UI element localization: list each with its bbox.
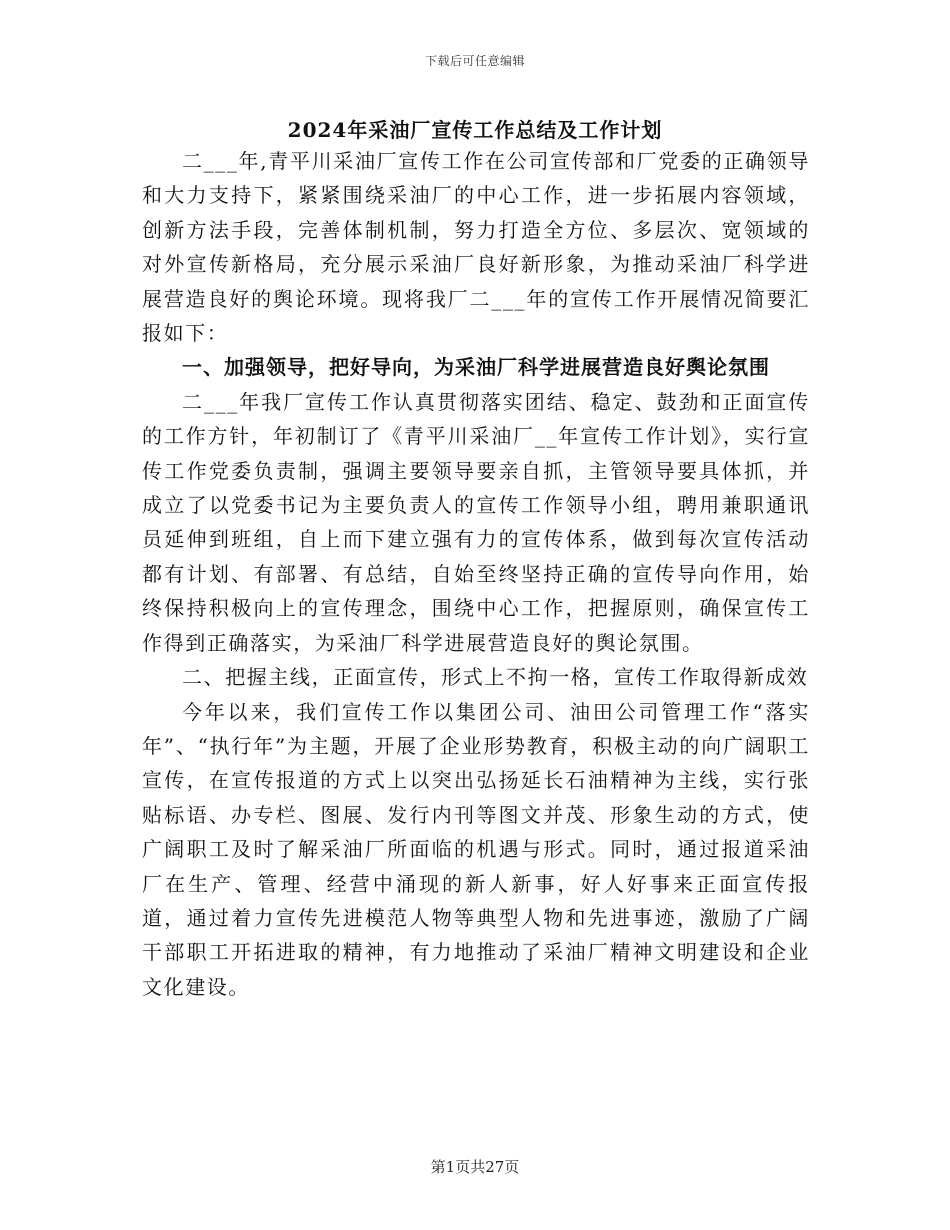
intro-paragraph: 二___年,青平川采油厂宣传工作在公司宣传部和厂党委的正确领导和大力支持下，紧紧围绕采油厂的中心工作，进一步拓展内容领域，创新方法手段，完善体制机制，努力打造全方位、多层次、宽领域的对外宣传新格局，充分展示采油厂良好新形象，为推动采油厂科学进展营造良好的舆论环境。现将我厂二___年的宣传工作开展情况简要汇报如下： xyxy=(142,149,810,346)
document-body xyxy=(142,144,810,1004)
section-2-paragraph: 今年以来，我们宣传工作以集团公司、油田公司管理工作“落实年”、“执行年”为主题，开展了企业形势教育，积极主动的向广阔职工宣传，在宣传报道的方式上以突出弘扬延长石油精神为主线，实行张贴标语、办专栏、图展、发行内刊等图文并茂、形象生动的方式，使广阔职工及时了解采油厂所面临的机遇与形式。同时，通过报道采油厂在生产、管理、经营中涌现的新人新事，好人好事来正面宣传报道，通过着力宣传先进模范人物等典型人物和先进事迹，激励了广阔干部职工开拓进取的精神，有力地推动了采油厂精神文明建设和企业文化建设。 xyxy=(142,699,810,999)
header-note: 下载后可任意编辑 xyxy=(424,54,525,68)
page-footer: 第1页共27页 xyxy=(430,1158,520,1176)
section-heading-2: 二、把握主线，正面宣传，形式上不拘一格，宣传工作取得新成效 xyxy=(182,665,809,690)
document-title: 2024年采油厂宣传工作总结及工作计划 xyxy=(287,118,663,142)
section-heading-1: 一、加强领导，把好导向，为采油厂科学进展营造良好舆论氛围 xyxy=(182,355,770,380)
section-1-paragraph: 二___年我厂宣传工作认真贯彻落实团结、稳定、鼓劲和正面宣传的工作方针，年初制订了《青平川采油厂__年宣传工作计划》，实行宣传工作党委负责制，强调主要领导要亲自抓，主管领导要具体抓，并成立了以党委书记为主要负责人的宣传工作领导小组，聘用兼职通讯员延伸到班组，自上而下建立强有力的宣传体系，做到每次宣传活动都有计划、有部署、有总结，自始至终坚持正确的宣传导向作用，始终保持积极向上的宣传理念，围绕中心工作，把握原则，确保宣传工作得到正确落实，为采油厂科学进展营造良好的舆论氛围。 xyxy=(142,389,810,655)
